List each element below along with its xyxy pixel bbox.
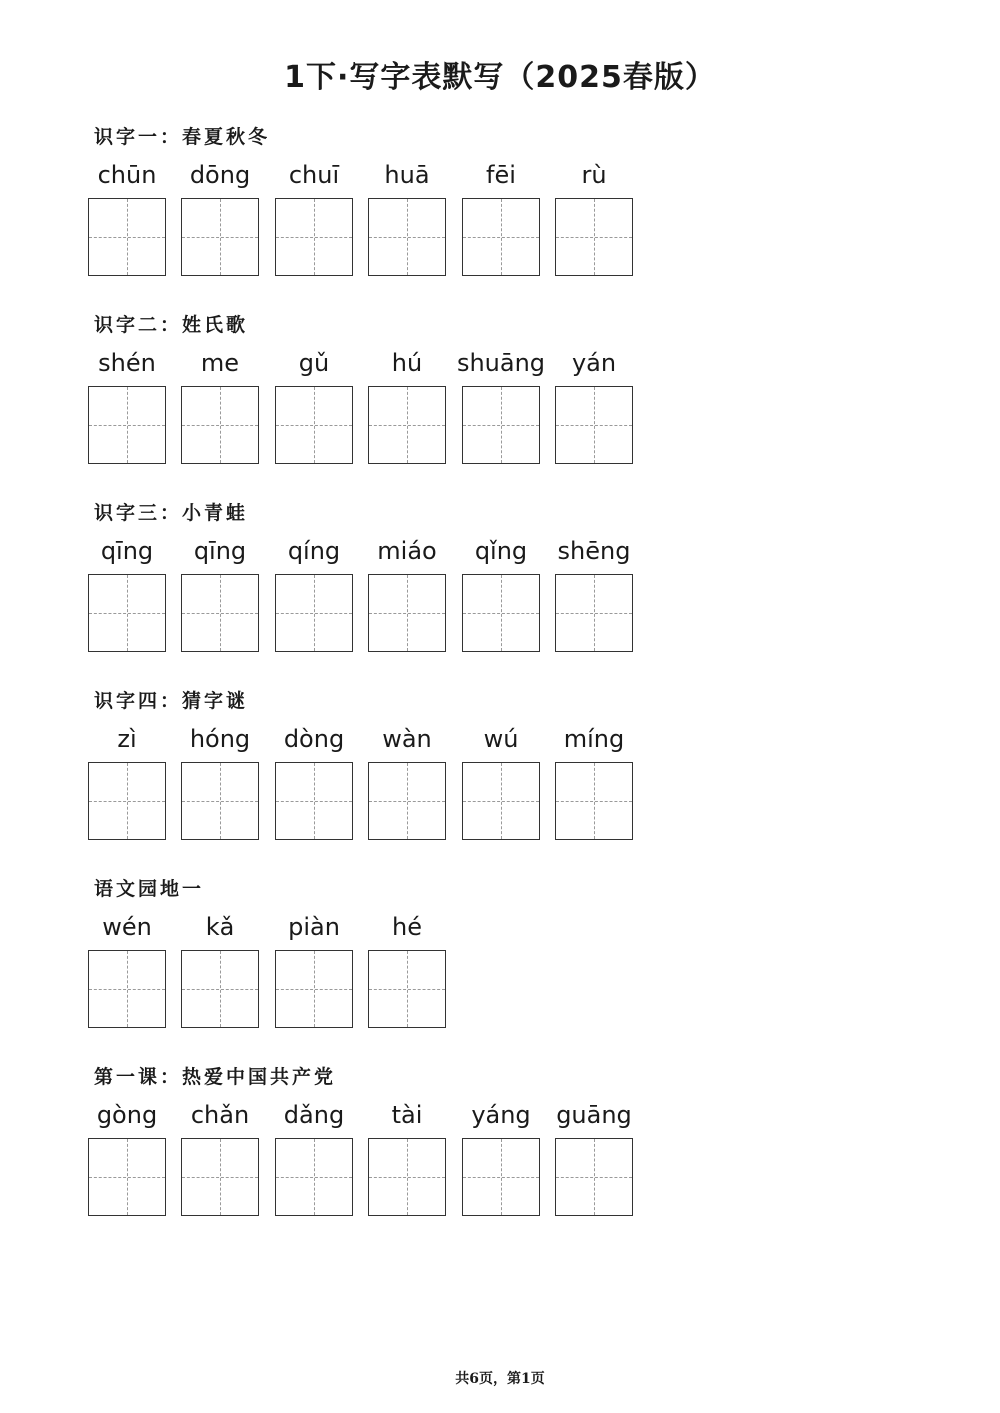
writing-grid-box[interactable] (555, 762, 633, 840)
pinyin-label: qíng (287, 537, 341, 565)
writing-grid-box[interactable] (368, 762, 446, 840)
pinyin-label: piàn (288, 913, 340, 941)
writing-grid-box[interactable] (368, 198, 446, 276)
pinyin-label: hé (392, 913, 422, 941)
writing-grid-box[interactable] (368, 574, 446, 652)
writing-grid-box[interactable] (275, 574, 353, 652)
writing-grid-box[interactable] (275, 198, 353, 276)
grid-guide-horizontal (89, 425, 165, 426)
pinyin-label: gòng (96, 1101, 158, 1129)
pinyin-label: hú (391, 349, 423, 377)
writing-grid-box[interactable] (181, 762, 259, 840)
pinyin-label: yáng (471, 1101, 531, 1129)
grid-guide-horizontal (182, 425, 258, 426)
writing-grid-box[interactable] (368, 1138, 446, 1216)
writing-grid-box[interactable] (462, 762, 540, 840)
pinyin-label: chuī (288, 161, 340, 189)
grid-guide-horizontal (276, 237, 352, 238)
section-1 (88, 122, 688, 282)
pinyin-label: guāng (556, 1101, 632, 1129)
pinyin-label: yán (571, 349, 617, 377)
writing-grid-box[interactable] (275, 386, 353, 464)
grid-guide-horizontal (556, 1177, 632, 1178)
pinyin-label: chǎn (190, 1101, 250, 1129)
grid-guide-horizontal (276, 989, 352, 990)
grid-guide-horizontal (182, 613, 258, 614)
grid-guide-horizontal (463, 613, 539, 614)
pinyin-label: qǐng (474, 537, 528, 565)
writing-grid-box[interactable] (181, 1138, 259, 1216)
pinyin-label: dòng (283, 725, 345, 753)
writing-grid-box[interactable] (555, 574, 633, 652)
writing-grid-box[interactable] (88, 386, 166, 464)
grid-guide-horizontal (182, 1177, 258, 1178)
pinyin-label: rù (581, 161, 607, 189)
pinyin-label: míng (563, 725, 625, 753)
grid-guide-horizontal (463, 237, 539, 238)
grid-guide-horizontal (182, 989, 258, 990)
writing-grid-box[interactable] (275, 762, 353, 840)
grid-guide-horizontal (369, 613, 445, 614)
pinyin-label: tài (391, 1101, 423, 1129)
pinyin-label: huā (384, 161, 430, 189)
grid-guide-horizontal (276, 1177, 352, 1178)
writing-grid-box[interactable] (88, 762, 166, 840)
grid-guide-horizontal (463, 1177, 539, 1178)
grid-guide-horizontal (463, 801, 539, 802)
section-heading: 识字四：猜字谜 (94, 690, 249, 712)
writing-grid-box[interactable] (462, 1138, 540, 1216)
grid-guide-horizontal (556, 237, 632, 238)
pinyin-label: qīng (193, 537, 247, 565)
writing-grid-box[interactable] (181, 198, 259, 276)
grid-guide-horizontal (276, 801, 352, 802)
grid-guide-horizontal (89, 801, 165, 802)
writing-grid-box[interactable] (88, 950, 166, 1028)
pinyin-label: wén (102, 913, 152, 941)
grid-guide-horizontal (369, 801, 445, 802)
section-5 (88, 874, 688, 1034)
writing-grid-box[interactable] (88, 198, 166, 276)
writing-grid-box[interactable] (368, 386, 446, 464)
pinyin-label: dǎng (283, 1101, 345, 1129)
writing-grid-box[interactable] (181, 950, 259, 1028)
writing-grid-box[interactable] (275, 1138, 353, 1216)
writing-grid-box[interactable] (275, 950, 353, 1028)
writing-grid-box[interactable] (88, 1138, 166, 1216)
section-3 (88, 498, 688, 658)
writing-grid-box[interactable] (555, 198, 633, 276)
grid-guide-horizontal (556, 613, 632, 614)
writing-grid-box[interactable] (462, 198, 540, 276)
pinyin-label: kǎ (205, 913, 235, 941)
section-heading: 第一课：热爱中国共产党 (94, 1066, 337, 1088)
pinyin-label: hóng (189, 725, 251, 753)
section-4 (88, 686, 688, 846)
section-heading: 识字三：小青蛙 (94, 502, 249, 524)
grid-guide-horizontal (182, 801, 258, 802)
grid-guide-horizontal (556, 425, 632, 426)
page-footer: 共6页，第1页 (455, 1371, 545, 1387)
pinyin-label: fēi (486, 161, 516, 189)
grid-guide-horizontal (369, 989, 445, 990)
grid-guide-horizontal (89, 613, 165, 614)
grid-guide-horizontal (369, 1177, 445, 1178)
writing-grid-box[interactable] (555, 1138, 633, 1216)
section-heading: 语文园地一 (94, 878, 205, 900)
writing-grid-box[interactable] (181, 386, 259, 464)
pinyin-label: qīng (100, 537, 154, 565)
writing-grid-box[interactable] (462, 386, 540, 464)
grid-guide-horizontal (89, 1177, 165, 1178)
pinyin-label: wú (483, 725, 519, 753)
writing-grid-box[interactable] (368, 950, 446, 1028)
grid-guide-horizontal (89, 237, 165, 238)
pinyin-label: miáo (377, 537, 437, 565)
pinyin-label: shuāng (456, 349, 546, 377)
writing-grid-box[interactable] (462, 574, 540, 652)
grid-guide-horizontal (369, 237, 445, 238)
grid-guide-horizontal (182, 237, 258, 238)
grid-guide-horizontal (463, 425, 539, 426)
grid-guide-horizontal (556, 801, 632, 802)
grid-guide-horizontal (369, 425, 445, 426)
pinyin-label: me (200, 349, 240, 377)
pinyin-label: shén (98, 349, 156, 377)
writing-grid-box[interactable] (555, 386, 633, 464)
grid-guide-horizontal (89, 989, 165, 990)
section-heading: 识字二：姓氏歌 (94, 314, 249, 336)
section-6 (88, 1062, 688, 1222)
page-title: 1下·写字表默写（2025春版） (284, 60, 716, 95)
section-2 (88, 310, 688, 470)
pinyin-label: dōng (189, 161, 251, 189)
pinyin-label: chūn (97, 161, 157, 189)
writing-grid-box[interactable] (181, 574, 259, 652)
pinyin-label: zì (117, 725, 137, 753)
grid-guide-horizontal (276, 613, 352, 614)
pinyin-label: wàn (382, 725, 432, 753)
grid-guide-horizontal (276, 425, 352, 426)
section-heading: 识字一：春夏秋冬 (94, 126, 271, 148)
pinyin-label: gǔ (298, 349, 330, 377)
writing-grid-box[interactable] (88, 574, 166, 652)
pinyin-label: shēng (557, 537, 631, 565)
